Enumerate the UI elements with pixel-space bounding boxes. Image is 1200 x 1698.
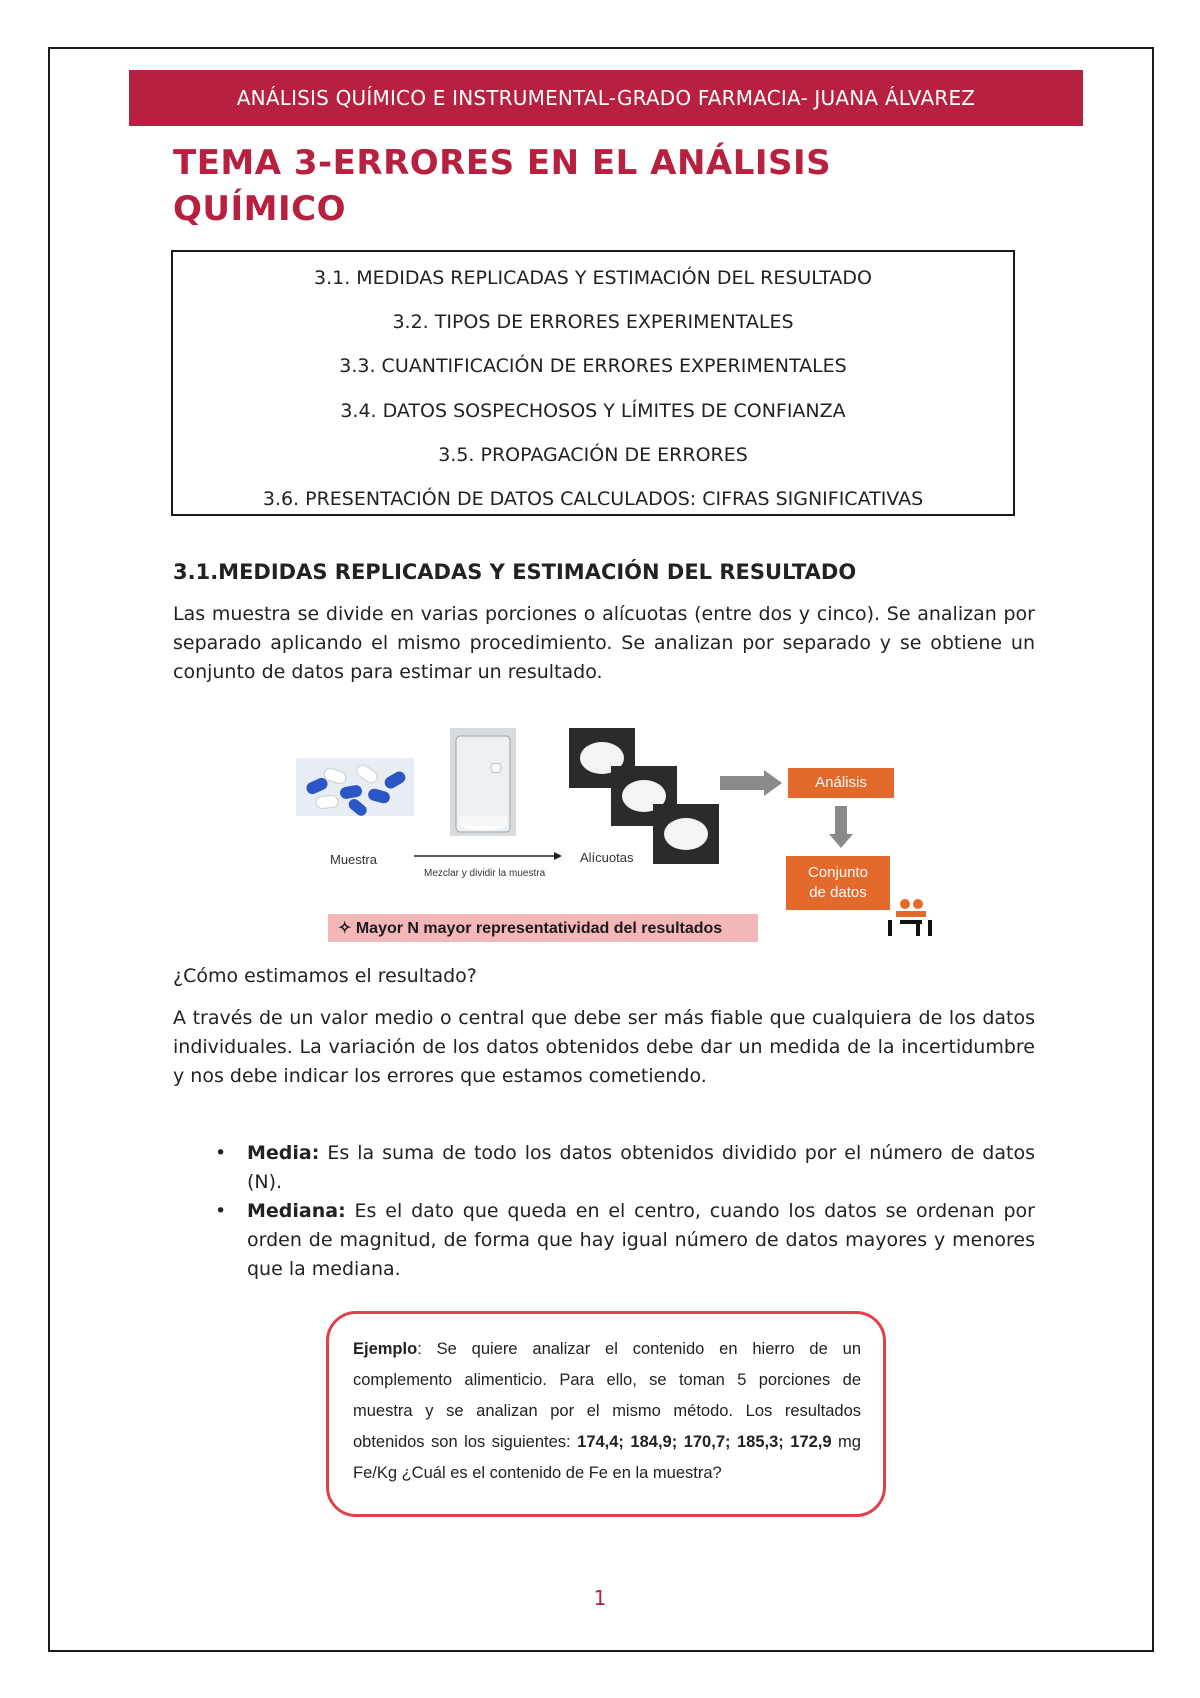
media-definition: Es la suma de todo los datos obtenidos dividido por el número de datos (N). [247, 1142, 1035, 1193]
down-arrow [829, 806, 853, 848]
toc-item: 3.6. PRESENTACIÓN DE DATOS CALCULADOS: CIFRAS SIGNIFICATIVAS [262, 488, 924, 511]
definitions-list [173, 1139, 1035, 1284]
conjunto-label-2: de datos [809, 884, 867, 901]
example-values: 174,4; 184,9; 170,7; 185,3; 172,9 [577, 1433, 832, 1451]
beaker-image [450, 728, 516, 836]
mediana-term: Mediana: [247, 1200, 346, 1222]
page-title-line-2: QUÍMICO [173, 189, 347, 229]
analisis-label: Análisis [815, 774, 867, 791]
representativity-note: ✧ Mayor N mayor representatividad del resultados [328, 914, 758, 942]
toc-item: 3.4. DATOS SOSPECHOSOS Y LÍMITES DE CONFIANZA [340, 399, 846, 422]
process-figure [296, 728, 936, 958]
aliquot-images [569, 728, 719, 864]
mediana-definition: Es el dato que queda en el centro, cuando los datos se ordenan por orden de magnitud, de forma que hay igual número de datos mayores y menores que la mediana. [247, 1200, 1035, 1280]
bullet-icon: • [215, 1200, 227, 1222]
list-item [173, 1197, 1035, 1284]
answer-paragraph: A través de un valor medio o central que debe ser más fiable que cualquiera de los datos individuales. La variación de los datos obtenidos debe dar un medida de la incertidumbre y nos debe indicar los errores que estamos cometiendo. [173, 1007, 1035, 1087]
muestra-label: Muestra [330, 852, 377, 867]
page-number: 1 [593, 1586, 607, 1610]
header-banner [129, 70, 1083, 126]
toc-item: 3.2. TIPOS DE ERRORES EXPERIMENTALES [392, 311, 794, 334]
intro-paragraph: Las muestra se divide en varias porciones o alícuotas (entre dos y cinco). Se analizan por separado aplicando el mismo procedimiento. Se analizan por separado y se obtiene un conjunto de datos para estimar un resultado. [173, 603, 1035, 683]
conjunto-datos-box [786, 856, 890, 910]
example-label: Ejemplo [353, 1340, 418, 1358]
capsules-image [296, 758, 414, 818]
page-title-line-1: TEMA 3-ERRORES EN EL ANÁLISIS [173, 143, 832, 183]
example-box [326, 1311, 886, 1517]
bullet-icon: • [215, 1142, 227, 1164]
grey-arrow [720, 770, 782, 796]
media-term: Media: [247, 1142, 320, 1164]
example-text-2: mg Fe/Kg ¿Cuál es el contenido de Fe en la muestra? [353, 1433, 861, 1482]
mezclar-label: Mezclar y dividir la muestra [424, 868, 546, 879]
table-of-contents [171, 250, 1015, 516]
list-item [173, 1139, 1035, 1197]
section-heading: 3.1.MEDIDAS REPLICADAS Y ESTIMACIÓN DEL RESULTADO [173, 560, 857, 584]
alicuotas-label: Alícuotas [580, 850, 634, 865]
toc-item: 3.5. PROPAGACIÓN DE ERRORES [438, 443, 748, 466]
page-title [173, 140, 1073, 232]
people-icon [888, 899, 932, 936]
analisis-box [788, 768, 894, 798]
toc-item: 3.3. CUANTIFICACIÓN DE ERRORES EXPERIMENTALES [339, 355, 847, 378]
example-text-1: : Se quiere analizar el contenido en hierro de un complemento alimenticio. Para ello, se toman 5 porciones de muestra y se analizan por el mismo método. Los resultados obtenidos son los siguientes: [353, 1340, 861, 1451]
question-text: ¿Cómo estimamos el resultado? [173, 965, 477, 987]
conjunto-label-1: Conjunto [807, 864, 869, 881]
example-text [353, 1334, 861, 1489]
toc-item: 3.1. MEDIDAS REPLICADAS Y ESTIMACIÓN DEL RESULTADO [313, 267, 872, 289]
header-banner-text: ANÁLISIS QUÍMICO E INSTRUMENTAL-GRADO FARMACIA- JUANA ÁLVAREZ [236, 86, 976, 110]
